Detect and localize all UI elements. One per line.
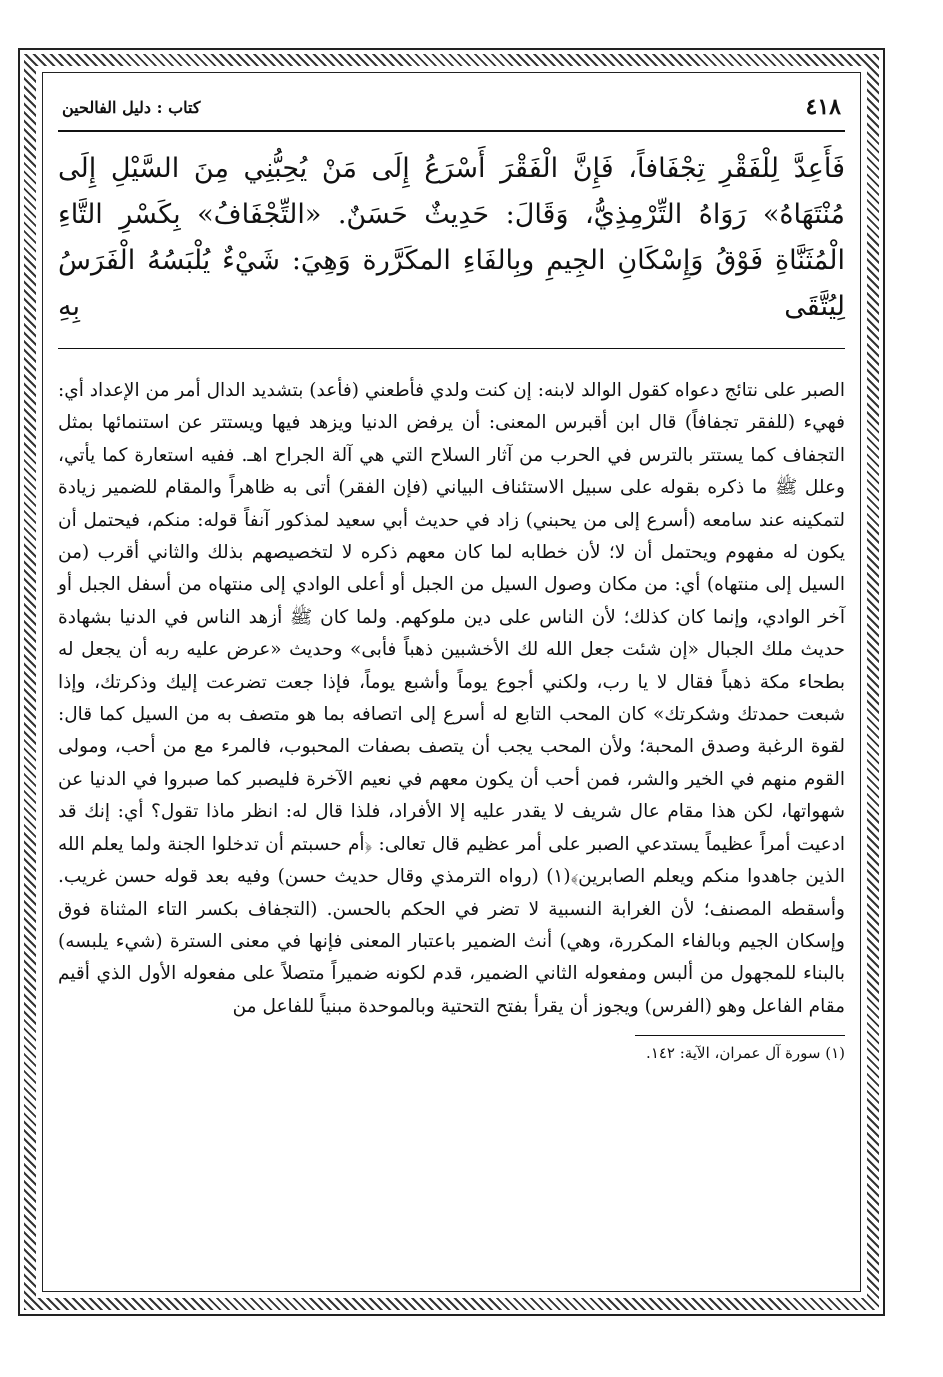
section-divider [58,348,845,349]
footnote: (١) سورة آل عمران، الآية: ١٤٢. [646,1044,845,1063]
footnote-divider [635,1035,845,1036]
hadith-text [58,146,845,330]
commentary-paragraph: الصبر على نتائج دعواه كقول الوالد لابنه: إن كنت ولدي فأطعني (فأعد) بتشديد الدال أمر من الإعداد أي: فهيء (للفقر تجفافاً) قال ابن أقبرس المعنى: أن يرفض الدنيا ويزهد فيها ويستتر عن استنمائها بمثل التجفاف كما يستتر بالترس في الحرب من آثار السلاح التي هي آلة الجراح اهـ. ففيه استعارة كما يأتي، وعلل ﷺ ما ذكره بقوله على سبيل الاستئناف البياني (فإن الفقر) أتى به ظاهراً والمقام للضمير زيادة لتمكينه عند سامعه (أسرع إلى من يحبني) زاد في حديث أبي سعيد لمذكور آنفاً قوله: منكم، فيحتمل أن يكون له مفهوم ويحتمل أن لا؛ لأن خطابه لما كان معهم ذكره لا لتخصيصهم بذلك والثاني أقرب (من السيل إلى منتهاه) أي: من مكان وصول السيل من الجبل أو أعلى الوادي إلى منتهاه من أسفل الجبل أو آخر الوادي، وإنما كان كذلك؛ لأن الناس على دين ملوكهم. ولما كان ﷺ أزهد الناس في الدنيا بشهادة حديث ملك الجبال «إن شئت جعل الله لك الأخشبين ذهباً فأبى» وحديث «عرض عليه ربه أن يجعل له بطحاء مكة ذهباً فقال لا يا رب، ولكني أجوع يوماً وأشبع يوماً، فإذا جعت تضرعت إليك وذكرتك، وإذا شبعت حمدتك وشكرتك» كان المحب التابع له أسرع إلى اتصافه بما هو متصف به من السيل كما قال: لقوة الرغبة وصدق المحبة؛ ولأن المحب يجب أن يتصف بصفات المحبوب، فالمرء مع من أحب، ومولى القوم منهم في الخير والشر، فمن أحب أن يكون معهم في نعيم الآخرة فليصبر كما صبروا في الدنيا عن شهواتها، لكن هذا مقام عال شريف لا يقدر عليه إلا الأفراد، فلذا قال له: انظر ماذا تقول؟ أي: إنك قد ادعيت أمراً عظيماً يستدعي الصبر على أمر عظيم قال تعالى: ﴿أم حسبتم أن تدخلوا الجنة ولما يعلم الله الذين جاهدوا منكم ويعلم الصابرين﴾(١) (رواه الترمذي وقال حديث حسن) وفيه بعد قوله حسن غريب. وأسقطه المصنف؛ لأن الغرابة النسبية لا تضر في الحكم بالحسن. (التجفاف بكسر التاء المثناة فوق وإسكان الجيم وبالفاء المكررة، وهي) أنث الضمير باعتبار المعنى فإنها في معنى السترة (شيء يلبسه) بالبناء للمجهول من ألبس ومفعوله الثاني الضمير، قدم لكونه ضميراً متصلاً على مفعوله الأول الذي أقيم مقام الفاعل وهو (الفرس) ويجوز أن يقرأ بفتح التحتية وبالموحدة مبنياً للفاعل من [58,380,845,1017]
book-title: كتاب : دليل الفالحين [62,97,201,117]
hadith-paragraph: فَأَعِدَّ لِلْفَقْرِ تِجْفَافاً، فَإِنَّ الْفَقْرَ أَسْرَعُ إِلَى مَنْ يُحِبُّنِي مِنَ السَّيْلِ إِلَى مُنْتَهَاهُ» رَوَاهُ التِّرْمِذِيُّ، وَقَالَ: حَدِيثٌ حَسَنٌ. «التِّجْفَافُ» بِكَسْرِ التَّاءِ الْمُثَنَّاةِ فَوْقُ وَإِسْكَانِ الجِيمِ وبِالفَاءِ المكَرَّرة وَهِيَ: شَيْءٌ يُلْبَسُهُ الْفَرَسُ لِيُتَّقَى بِهِ [58,153,846,322]
page-header [58,84,845,132]
commentary [58,375,845,1023]
page-content [58,84,845,1280]
page-number: ٤١٨ [805,94,841,120]
